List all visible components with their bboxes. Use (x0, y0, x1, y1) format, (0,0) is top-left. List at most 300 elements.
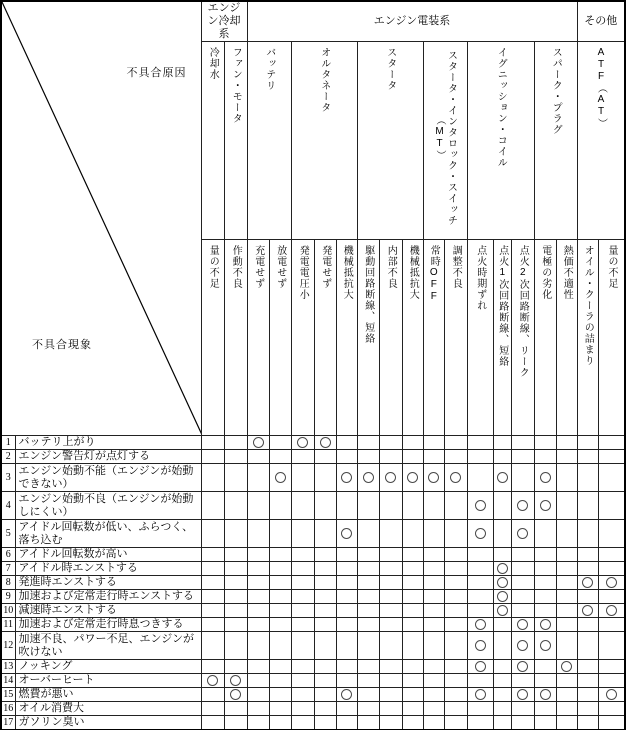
matrix-cell (444, 618, 467, 632)
circle-mark-icon (207, 675, 218, 686)
matrix-cell (357, 674, 379, 688)
matrix-cell (511, 464, 534, 492)
matrix-cell (379, 618, 402, 632)
matrix-cell (201, 492, 224, 520)
matrix-cell (577, 548, 598, 562)
matrix-cell (269, 632, 291, 660)
circle-mark-icon (582, 577, 593, 588)
matrix-cell (534, 674, 556, 688)
matrix-cell (556, 716, 577, 730)
subsystem-header-cell (201, 42, 224, 240)
matrix-cell (247, 716, 269, 730)
cause-header-cell (201, 240, 224, 436)
matrix-cell (556, 520, 577, 548)
row-number: 16 (1, 702, 15, 716)
matrix-cell (556, 576, 577, 590)
matrix-cell (534, 660, 556, 674)
matrix-cell (577, 450, 598, 464)
matrix-cell (493, 576, 511, 590)
matrix-cell (444, 576, 467, 590)
matrix-cell (247, 674, 269, 688)
matrix-cell (598, 436, 625, 450)
subsystem-label: スタータ (384, 47, 396, 91)
row-label: ノッキング (15, 660, 201, 674)
row-label: 燃費が悪い (15, 688, 201, 702)
circle-mark-icon (517, 661, 528, 672)
matrix-cell (511, 492, 534, 520)
circle-mark-icon (475, 689, 486, 700)
matrix-cell (556, 702, 577, 716)
cause-header-cell (269, 240, 291, 436)
matrix-cell (379, 716, 402, 730)
matrix-cell (444, 688, 467, 702)
matrix-cell (423, 436, 444, 450)
matrix-cell (402, 660, 423, 674)
row-number: 11 (1, 618, 15, 632)
matrix-cell (556, 618, 577, 632)
group-header-cell (247, 1, 577, 42)
matrix-cell (201, 716, 224, 730)
matrix-cell (201, 702, 224, 716)
matrix-cell (269, 618, 291, 632)
circle-mark-icon (606, 689, 617, 700)
matrix-cell (577, 702, 598, 716)
matrix-cell (423, 520, 444, 548)
matrix-cell (577, 618, 598, 632)
matrix-cell (444, 562, 467, 576)
matrix-cell (444, 548, 467, 562)
cause-header-cell (534, 240, 556, 436)
matrix-cell (511, 632, 534, 660)
matrix-cell (357, 576, 379, 590)
matrix-cell (201, 674, 224, 688)
cause-header-cell (336, 240, 357, 436)
subsystem-label: 冷却水 (207, 47, 219, 80)
matrix-cell (224, 702, 247, 716)
table-row (1, 548, 625, 562)
table-row (1, 688, 625, 702)
matrix-cell (534, 436, 556, 450)
table-row (1, 618, 625, 632)
matrix-cell (357, 604, 379, 618)
table-row (1, 660, 625, 674)
table-row (1, 464, 625, 492)
matrix-cell (556, 632, 577, 660)
matrix-cell (493, 492, 511, 520)
subsystem-header-cell (291, 42, 357, 240)
matrix-cell (493, 702, 511, 716)
matrix-cell (357, 436, 379, 450)
row-label: アイドル回転数が低い、ふらつく、落ち込む (15, 520, 201, 548)
matrix-cell (314, 492, 336, 520)
matrix-cell (511, 618, 534, 632)
cause-header-cell (402, 240, 423, 436)
cause-label: 駆動回路断線、短絡 (362, 245, 374, 344)
cause-header-cell (224, 240, 247, 436)
matrix-cell (423, 464, 444, 492)
matrix-cell (314, 562, 336, 576)
matrix-cell (444, 702, 467, 716)
row-number: 6 (1, 548, 15, 562)
subsystem-header-cell (423, 42, 467, 240)
matrix-cell (336, 660, 357, 674)
matrix-cell (402, 632, 423, 660)
matrix-cell (444, 590, 467, 604)
matrix-cell (444, 604, 467, 618)
matrix-cell (423, 674, 444, 688)
matrix-cell (269, 590, 291, 604)
circle-mark-icon (517, 500, 528, 511)
subsystem-header-cell (224, 42, 247, 240)
row-label: バッテリ上がり (15, 436, 201, 450)
matrix-cell (577, 492, 598, 520)
matrix-cell (269, 548, 291, 562)
matrix-cell (423, 562, 444, 576)
matrix-cell (534, 576, 556, 590)
matrix-cell (379, 688, 402, 702)
matrix-cell (556, 660, 577, 674)
matrix-cell (379, 520, 402, 548)
matrix-cell (556, 562, 577, 576)
cause-header-cell (577, 240, 598, 436)
matrix-cell (314, 464, 336, 492)
cause-label: 量の不足 (606, 245, 617, 289)
matrix-cell (379, 450, 402, 464)
matrix-cell (511, 604, 534, 618)
matrix-cell (534, 702, 556, 716)
matrix-cell (357, 632, 379, 660)
matrix-cell (402, 436, 423, 450)
matrix-cell (511, 716, 534, 730)
matrix-cell (314, 520, 336, 548)
matrix-cell (467, 450, 493, 464)
row-label: 減速時エンストする (15, 604, 201, 618)
matrix-cell (357, 562, 379, 576)
matrix-cell (444, 492, 467, 520)
cause-header-cell (467, 240, 493, 436)
matrix-corner-cell (1, 1, 201, 436)
matrix-cell (357, 520, 379, 548)
matrix-cell (423, 660, 444, 674)
row-label: オイル消費大 (15, 702, 201, 716)
matrix-cell (247, 576, 269, 590)
matrix-cell (598, 674, 625, 688)
matrix-cell (402, 562, 423, 576)
matrix-cell (269, 702, 291, 716)
circle-mark-icon (497, 472, 508, 483)
matrix-cell (314, 674, 336, 688)
matrix-cell (314, 604, 336, 618)
matrix-cell (336, 450, 357, 464)
matrix-cell (423, 716, 444, 730)
table-row (1, 590, 625, 604)
circle-mark-icon (517, 640, 528, 651)
subsystem-label: ファン・モータ (230, 47, 242, 124)
circle-mark-icon (497, 605, 508, 616)
circle-mark-icon (341, 472, 352, 483)
matrix-cell (247, 660, 269, 674)
circle-mark-icon (561, 661, 572, 672)
matrix-cell (336, 716, 357, 730)
matrix-cell (314, 702, 336, 716)
matrix-cell (201, 688, 224, 702)
matrix-cell (556, 604, 577, 618)
matrix-cell (423, 604, 444, 618)
matrix-cell (224, 450, 247, 464)
circle-mark-icon (606, 605, 617, 616)
row-number: 9 (1, 590, 15, 604)
matrix-cell (598, 702, 625, 716)
matrix-cell (291, 520, 314, 548)
circle-mark-icon (363, 472, 374, 483)
matrix-cell (247, 464, 269, 492)
matrix-cell (534, 604, 556, 618)
matrix-cell (357, 492, 379, 520)
matrix-cell (556, 548, 577, 562)
cause-header-cell (291, 240, 314, 436)
matrix-cell (493, 674, 511, 688)
matrix-cell (493, 548, 511, 562)
cause-label: 放電せず (274, 245, 286, 289)
group-header-label: エンジン冷却系 (207, 2, 241, 40)
matrix-cell (224, 688, 247, 702)
matrix-cell (357, 660, 379, 674)
matrix-cell (336, 590, 357, 604)
matrix-cell (598, 660, 625, 674)
matrix-cell (402, 492, 423, 520)
matrix-cell (291, 492, 314, 520)
matrix-cell (467, 548, 493, 562)
matrix-cell (379, 576, 402, 590)
matrix-cell (402, 520, 423, 548)
matrix-cell (423, 590, 444, 604)
circle-mark-icon (497, 591, 508, 602)
matrix-cell (379, 436, 402, 450)
group-header-label: その他 (584, 15, 618, 27)
matrix-cell (269, 562, 291, 576)
cause-label: 電極の劣化 (539, 245, 551, 300)
matrix-cell (511, 450, 534, 464)
matrix-cell (336, 604, 357, 618)
matrix-cell (467, 492, 493, 520)
subsystem-label: スタータ・インタロック・スイッチ（MT） (434, 50, 457, 226)
circle-mark-icon (475, 500, 486, 511)
matrix-cell (444, 520, 467, 548)
matrix-cell (402, 716, 423, 730)
matrix-cell (467, 660, 493, 674)
row-label: アイドル時エンストする (15, 562, 201, 576)
row-number: 15 (1, 688, 15, 702)
table-row (1, 576, 625, 590)
matrix-cell (444, 632, 467, 660)
matrix-cell (577, 660, 598, 674)
circle-mark-icon (497, 563, 508, 574)
subsystem-label: バッテリ (263, 47, 275, 91)
table-row (1, 716, 625, 730)
matrix-cell (493, 590, 511, 604)
matrix-cell (247, 702, 269, 716)
matrix-cell (534, 688, 556, 702)
matrix-cell (314, 576, 336, 590)
circle-mark-icon (475, 661, 486, 672)
matrix-cell (444, 660, 467, 674)
matrix-cell (201, 548, 224, 562)
matrix-cell (336, 492, 357, 520)
subsystem-label: オルタネータ (318, 47, 330, 113)
matrix-cell (423, 618, 444, 632)
header-row-groups (1, 1, 625, 42)
circle-mark-icon (517, 528, 528, 539)
cause-header-cell (379, 240, 402, 436)
matrix-cell (402, 702, 423, 716)
cause-header-cell (423, 240, 444, 436)
phenomenon-axis-label: 不具合現象 (32, 339, 92, 351)
matrix-cell (511, 520, 534, 548)
circle-mark-icon (582, 605, 593, 616)
matrix-cell (269, 674, 291, 688)
matrix-cell (336, 520, 357, 548)
circle-mark-icon (540, 619, 551, 630)
matrix-cell (314, 632, 336, 660)
subsystem-header-cell (534, 42, 577, 240)
matrix-cell (577, 716, 598, 730)
matrix-cell (314, 590, 336, 604)
matrix-cell (402, 674, 423, 688)
matrix-cell (247, 604, 269, 618)
cause-header-cell (357, 240, 379, 436)
table-row (1, 520, 625, 548)
matrix-cell (336, 618, 357, 632)
row-label: 発進時エンストする (15, 576, 201, 590)
matrix-cell (314, 716, 336, 730)
matrix-cell (511, 688, 534, 702)
matrix-cell (247, 520, 269, 548)
table-row (1, 562, 625, 576)
matrix-cell (467, 632, 493, 660)
matrix-cell (511, 702, 534, 716)
circle-mark-icon (540, 472, 551, 483)
matrix-cell (556, 492, 577, 520)
subsystem-label: イグニッション・コイル (495, 47, 507, 168)
matrix-cell (201, 436, 224, 450)
matrix-cell (357, 450, 379, 464)
matrix-cell (314, 660, 336, 674)
matrix-cell (224, 436, 247, 450)
matrix-cell (336, 562, 357, 576)
subsystem-label: ATF（AT） (595, 47, 607, 129)
matrix-cell (577, 562, 598, 576)
matrix-cell (493, 436, 511, 450)
matrix-cell (423, 632, 444, 660)
circle-mark-icon (230, 675, 241, 686)
matrix-cell (534, 548, 556, 562)
matrix-cell (598, 450, 625, 464)
matrix-cell (291, 632, 314, 660)
matrix-cell (247, 590, 269, 604)
cause-label: 作動不良 (230, 245, 242, 289)
cause-header-cell (493, 240, 511, 436)
matrix-cell (402, 464, 423, 492)
matrix-cell (379, 590, 402, 604)
matrix-cell (291, 576, 314, 590)
matrix-cell (598, 576, 625, 590)
matrix-cell (511, 590, 534, 604)
matrix-cell (379, 632, 402, 660)
matrix-cell (336, 548, 357, 562)
matrix-cell (291, 674, 314, 688)
matrix-cell (247, 492, 269, 520)
matrix-cell (534, 450, 556, 464)
subsystem-header-cell (577, 42, 625, 240)
row-number: 2 (1, 450, 15, 464)
matrix-cell (467, 674, 493, 688)
matrix-cell (534, 632, 556, 660)
row-number: 7 (1, 562, 15, 576)
matrix-cell (291, 618, 314, 632)
matrix-cell (534, 464, 556, 492)
matrix-cell (357, 716, 379, 730)
circle-mark-icon (253, 437, 264, 448)
subsystem-header-cell (357, 42, 423, 240)
cause-label: 量の不足 (207, 245, 219, 289)
matrix-cell (402, 688, 423, 702)
matrix-cell (269, 520, 291, 548)
circle-mark-icon (497, 577, 508, 588)
matrix-cell (493, 604, 511, 618)
matrix-cell (577, 576, 598, 590)
matrix-cell (534, 590, 556, 604)
matrix-cell (577, 674, 598, 688)
matrix-cell (598, 604, 625, 618)
matrix-cell (336, 702, 357, 716)
matrix-cell (402, 618, 423, 632)
matrix-cell (357, 618, 379, 632)
row-number: 12 (1, 632, 15, 660)
matrix-cell (247, 632, 269, 660)
table-row (1, 702, 625, 716)
table-row (1, 492, 625, 520)
matrix-cell (511, 576, 534, 590)
circle-mark-icon (475, 528, 486, 539)
matrix-cell (534, 520, 556, 548)
matrix-cell (493, 688, 511, 702)
table-row (1, 632, 625, 660)
matrix-cell (493, 520, 511, 548)
matrix-cell (444, 464, 467, 492)
matrix-cell (493, 450, 511, 464)
circle-mark-icon (475, 640, 486, 651)
matrix-cell (379, 604, 402, 618)
row-label: エンジン始動不良（エンジンが始動しにくい） (15, 492, 201, 520)
matrix-cell (423, 548, 444, 562)
circle-mark-icon (517, 689, 528, 700)
matrix-cell (598, 562, 625, 576)
row-label: オーバーヒート (15, 674, 201, 688)
matrix-cell (336, 688, 357, 702)
matrix-cell (336, 576, 357, 590)
matrix-cell (556, 688, 577, 702)
matrix-cell (423, 688, 444, 702)
row-label: 加速不良、パワー不足、エンジンが吹けない (15, 632, 201, 660)
matrix-cell (247, 548, 269, 562)
matrix-cell (247, 618, 269, 632)
matrix-cell (467, 562, 493, 576)
row-number: 8 (1, 576, 15, 590)
row-label: エンジン始動不能（エンジンが始動できない） (15, 464, 201, 492)
matrix-cell (269, 436, 291, 450)
cause-header-cell (556, 240, 577, 436)
matrix-cell (598, 618, 625, 632)
